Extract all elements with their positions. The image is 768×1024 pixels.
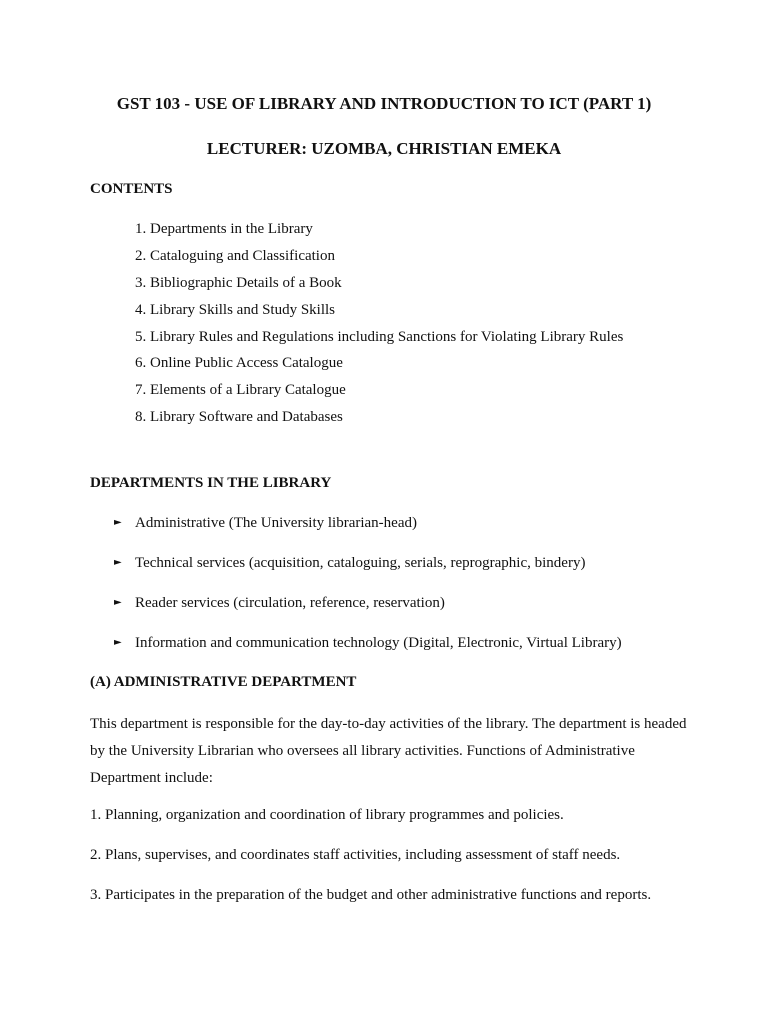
department-bullet-text: Information and communication technology (Digital, Electronic, Virtual Library) (135, 635, 622, 651)
administrative-heading: (A) ADMINISTRATIVE DEPARTMENT (90, 674, 357, 690)
department-bullet-text: Administrative (The University librarian-head) (135, 515, 417, 531)
function-item: 2. Plans, supervises, and coordinates staff activities, including assessment of staff needs. (90, 847, 621, 863)
triangle-right-icon: ► (114, 637, 122, 648)
contents-item: 6. Online Public Access Catalogue (135, 355, 343, 372)
department-bullet-text: Technical services (acquisition, cataloguing, serials, reprographic, bindery) (135, 555, 586, 571)
contents-item: 2. Cataloguing and Classification (135, 247, 335, 264)
triangle-right-icon: ► (114, 517, 122, 528)
contents-item: 4. Library Skills and Study Skills (135, 301, 336, 318)
triangle-right-icon: ► (114, 597, 122, 608)
contents-heading: CONTENTS (90, 181, 173, 197)
contents-item: 5. Library Rules and Regulations including Sanctions for Violating Library Rules (135, 328, 624, 345)
function-item: 1. Planning, organization and coordination of library programmes and policies. (90, 807, 564, 823)
triangle-right-icon: ► (114, 557, 122, 568)
administrative-intro-text: This department is responsible for the day-to-day activities of the library. The department is headed by the University Librarian who oversees all library activities. Functions of Administrative Department include: (90, 716, 687, 786)
contents-item: 8. Library Software and Databases (135, 409, 343, 426)
contents-list (135, 220, 623, 435)
document-title: GST 103 - USE OF LIBRARY AND INTRODUCTION TO ICT (PART 1) (116, 94, 652, 113)
departments-heading: DEPARTMENTS IN THE LIBRARY (90, 475, 332, 491)
contents-item: 7. Elements of a Library Catalogue (135, 382, 346, 399)
administrative-intro (90, 711, 690, 792)
function-item: 3. Participates in the preparation of the budget and other administrative functions and reports. (90, 887, 652, 903)
contents-item: 3. Bibliographic Details of a Book (135, 274, 342, 291)
contents-item: 1. Departments in the Library (135, 221, 313, 237)
department-bullet-text: Reader services (circulation, reference, reservation) (135, 595, 445, 611)
lecturer-line: LECTURER: UZOMBA, CHRISTIAN EMEKA (206, 139, 562, 158)
